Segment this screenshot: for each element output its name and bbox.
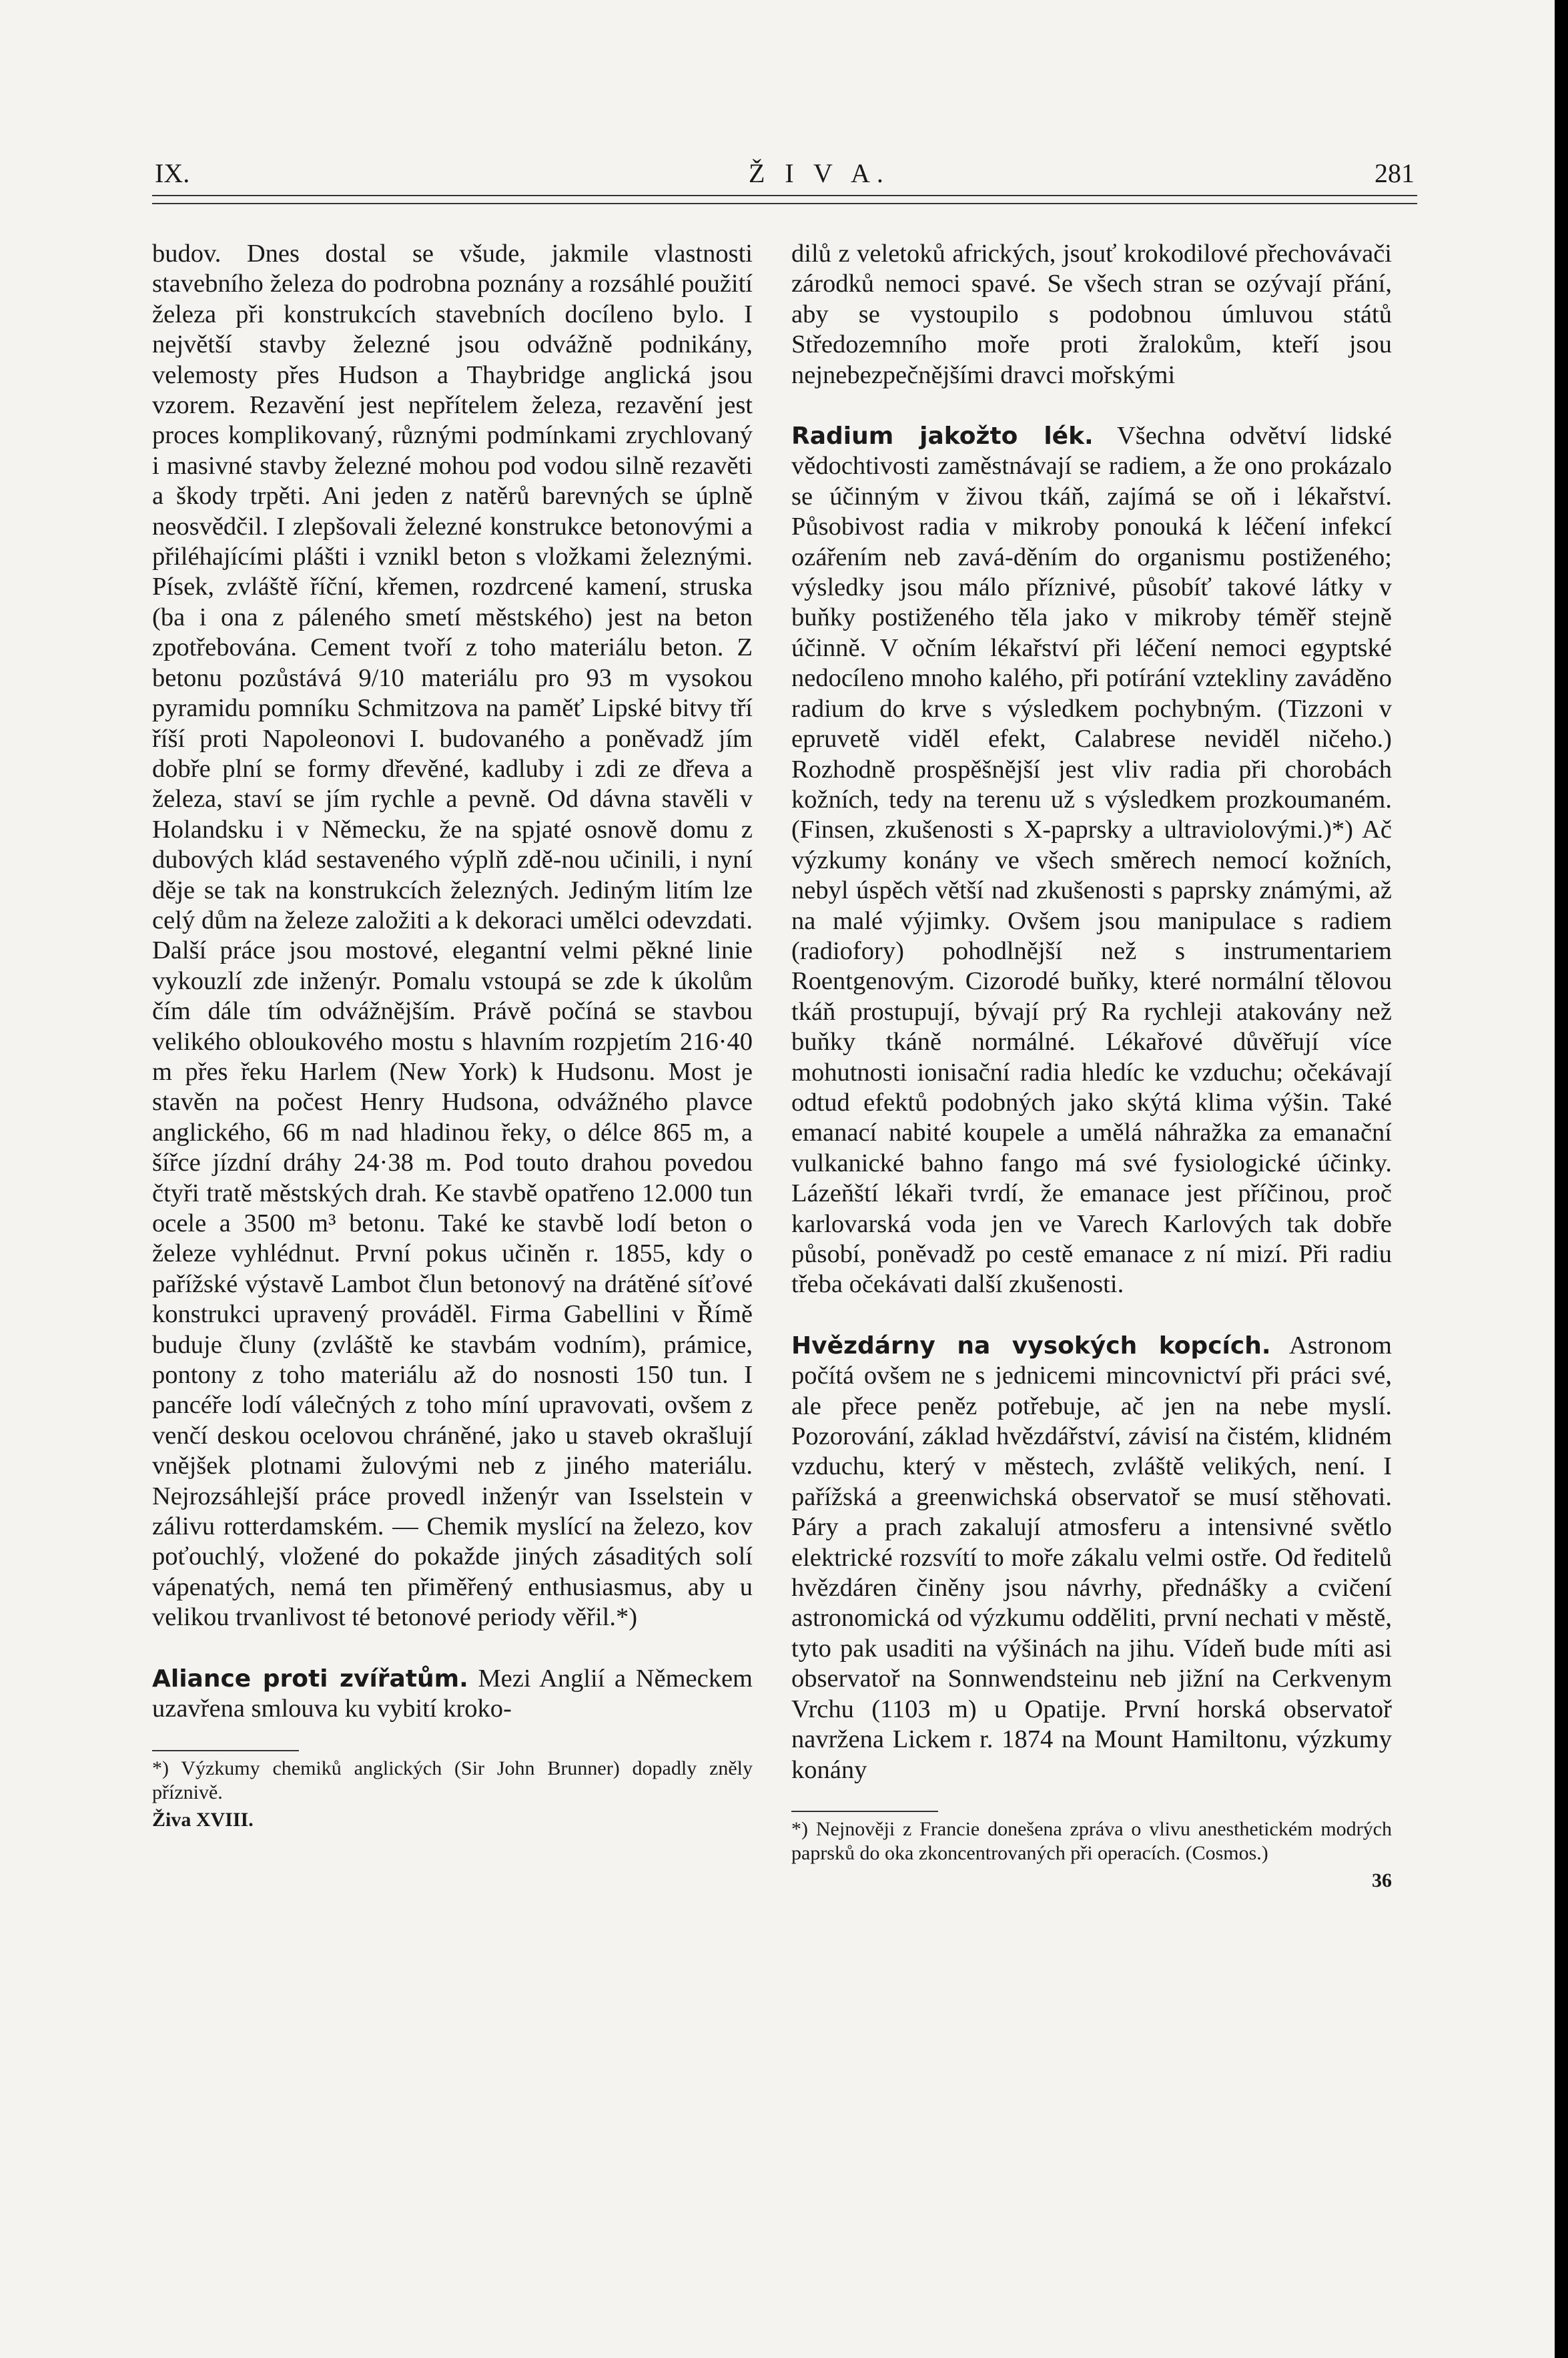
section-astronomy — [791, 1331, 1392, 1785]
section-text-astronomy: Astronom počítá ovšem ne s jednicemi mincovnictví při práci své, ale přece peněz potřebuje, ač jen na nebe myslí. Pozorování, základ hvězdářství, závisí na čistém, klidném vzduchu, který v městech, zvláště velikých, není. I pařížská a greenwichská observatoř se musí stěhovati. Páry a prach zakalují atmosferu a intensivné světlo elektrické rozsvítí to moře zákalu velmi ostře. Od ředitelů hvězdáren činěny jsou návrhy, přednášky a cvičení astronomická od výzkumu odděliti, první nechati v městě, tyto pak usaditi na výšinách na jihu. Vídeň bude míti asi observatoř na Sonnwendsteinu neb jižní na Cerkvenym Vrchu (1103 m) u Opatije. První horská observatoř navržena Lickem r. 1874 na Mount Hamiltonu, výzkumy konány — [791, 1331, 1392, 1784]
footnote-left: *) Výzkumy chemiků anglických (Sir John Brunner) dopadly zněly příznivě. — [152, 1757, 753, 1803]
section-heading-aliance: Aliance proti zvířatům. — [152, 1665, 468, 1693]
sheet-number: 36 — [1372, 1869, 1392, 1891]
page-number: 281 — [1375, 158, 1415, 188]
right-column — [791, 239, 1392, 1895]
section-text-radium: Všechna odvětví lidské vědochtivosti zaměstnávají se radiem, a že ono prokázalo se účinným v živou tkáň, zajímá se oň i lékařství. Působivost radia v mikroby ponouká k léčení infekcí ozářením neb zavá-děním do organismu postiženého; výsledky jsou málo příznivé, působíť takové látky v buňky postiženého těla jako v mikroby téměř stejně účinně. V očním lékařství při léčení nemoci egyptské nedocíleno mnoho kalého, při potírání vztekliny zaváděno radium do krve s výsledkem pochybným. (Tizzoni v epruvetě viděl efekt, Calabrese neviděl ničeho.) Rozhodně prospěšnější jest vliv radia při chorobách kožních, tedy na terenu už s výsledkem prozkoumaném. (Finsen, zkušenosti s X-paprsky a ultraviolovými.)*) Ač výzkumy konány ve všech směrech nemocí kožních, nebyl úspěch větší nad zkušenosti s paprsky známými, až na malé výjimky. Ovšem jsou manipulace s radiem (radiofory) pohodlnější než s instrumentariem Roentgenovým. Cizorodé buňky, které normální tělovou tkáň prostupují, bývají prý Ra rychleji atakovány než buňky tkáně normálné. Lékařové důvěřují více mohutnosti ionisační radia hledíc ke vzduchu; očekávají odtud efektů podobných jako skýtá klima výšin. Také emanací nabité koupele a umělá náhražka za emanační vulkanické bahno fango má své fysiologické účinky. Lázeňští lékaři tvrdí, že emanace jest příčinou, proč karlovarská voda jen ve Varech Karlových tak dobře působí, poněvadž po cestě emanace z ní mizí. Při radiu třeba očekávati další zkušenosti. — [791, 422, 1392, 1299]
footnote-right: *) Nejnověji z Francie donešena zpráva o vlivu anesthetickém modrých paprsků do oka zkoncentrovaných při operacích. (Cosmos.) — [791, 1817, 1392, 1864]
section-radium — [791, 421, 1392, 1300]
footnote-rule — [152, 1750, 299, 1751]
section-heading-astronomy: Hvězdárny na vysokých kopcích. — [791, 1332, 1271, 1360]
volume-number: IX. — [155, 158, 190, 188]
sheet-signature: Živa XVIII. — [152, 1808, 254, 1831]
section-aliance — [152, 1664, 753, 1725]
article-body-concrete: budov. Dnes dostal se všude, jakmile vlastnosti stavebního železa do podrobna poznány a rozsáhlé použití železa při konstrukcích stavebních docíleno bylo. I největší stavby železné jsou odvážně podnikány, velemosty přes Hudson a Thaybridge anglická jsou vzorem. Rezavění jest nepřítelem železa, rezavění jest proces komplikovaný, různými podmínkami zrychlovaný i masivné stavby železné mohou pod vodou silně rezavěti a škody trpěti. Ani jeden z natěrů barevných se úplně neosvědčil. I zlepšovali železné konstrukce betonovými a přiléhajícími plášti i vznikl beton s vložkami železnými. Písek, zvláště říční, křemen, rozdrcené kamení, struska (ba i ona z páleného smetí městského) jest na beton zpotřebována. Cement tvoří z toho materiálu beton. Z betonu pozůstává 9/10 materiálu pro 93 m vysokou pyramidu pomníku Schmitzova na paměť Lipské bitvy tří říší proti Napoleonovi I. budovaného a poněvadž jím dobře plní se formy dřevěné, kadluby i zdi ze dřeva a železa, staví se jím rychle a pevně. Od dávna stavěli v Holandsku i v Německu, že na spjaté osnově domu z dubových klád sestaveného výplň zdě-nou učinili, i nyní děje se tak na konstrukcích železných. Jediným litím lze celý dům na železe založiti a k dekoraci umělci odevzdati. Další práce jsou mostové, elegantní velmi pěkné linie vykouzlí zde inženýr. Pomalu vstoupá se zde k úkolům čím dále tím odvážnějším. Právě počíná se stavbou velikého obloukového mostu s hlavním rozpjetím 216·40 m přes řeku Harlem (New York) k Hudsonu. Most je stavěn na počest Henry Hudsona, odvážného plavce anglického, 66 m nad hladinou řeky, o délce 865 m, a šířce jízdní dráhy 24·38 m. Pod touto drahou povedou čtyři tratě městských drah. Ke stavbě opatřeno 12.000 tun ocele a 3500 m³ betonu. Také ke stavbě lodí beton o železe vyhlédnut. První pokus učiněn r. 1855, kdy o pařížské výstavě Lambot člun betonový na drátěné síťové konstrukci upravený prováděl. Firma Gabellini v Římě buduje čluny (zvláště ke stavbám vodním), prámice, pontony z toho materiálu až do nosnosti 150 tun. I pancéře lodí válečných z toho míní upravovati, ovšem z venčí deskou ocelovou chráněné, jako u staveb okrašlují vnějšek plotnami žulovými neb z jiného materiálu. Nejrozsáhlejší práce provedl inženýr van Isselstein v zálivu rotterdamském. — Chemik myslící na železo, kov poťouchlý, vložené do pokažde jiných zásaditých solí vápenatých, nemá ten přiměřený enthusiasmus, aby u velikou trvanlivost té betonové periody věřil.*) — [152, 240, 753, 1632]
running-header — [155, 158, 1415, 200]
aliance-continuation: dilů z veletoků afrických, jsouť krokodilové přechovávači zárodků nemoci spavé. Se všech stran se ozývají přání, aby se vystoupilo s podobnou úmluvou států Středozemního moře proti žralokům, kteří jsou nejnebezpečnějšími dravci mořskými — [791, 240, 1392, 389]
section-heading-radium: Radium jakožto lék. — [791, 422, 1094, 451]
journal-title: Ž I V A. — [749, 158, 890, 188]
footnote-rule — [791, 1811, 938, 1812]
section-text-aliance: Mezi Anglií a Německem uzavřena smlouva ku vybití kroko- — [152, 1664, 753, 1723]
left-column — [152, 239, 753, 1835]
header-double-rule — [152, 195, 1417, 204]
